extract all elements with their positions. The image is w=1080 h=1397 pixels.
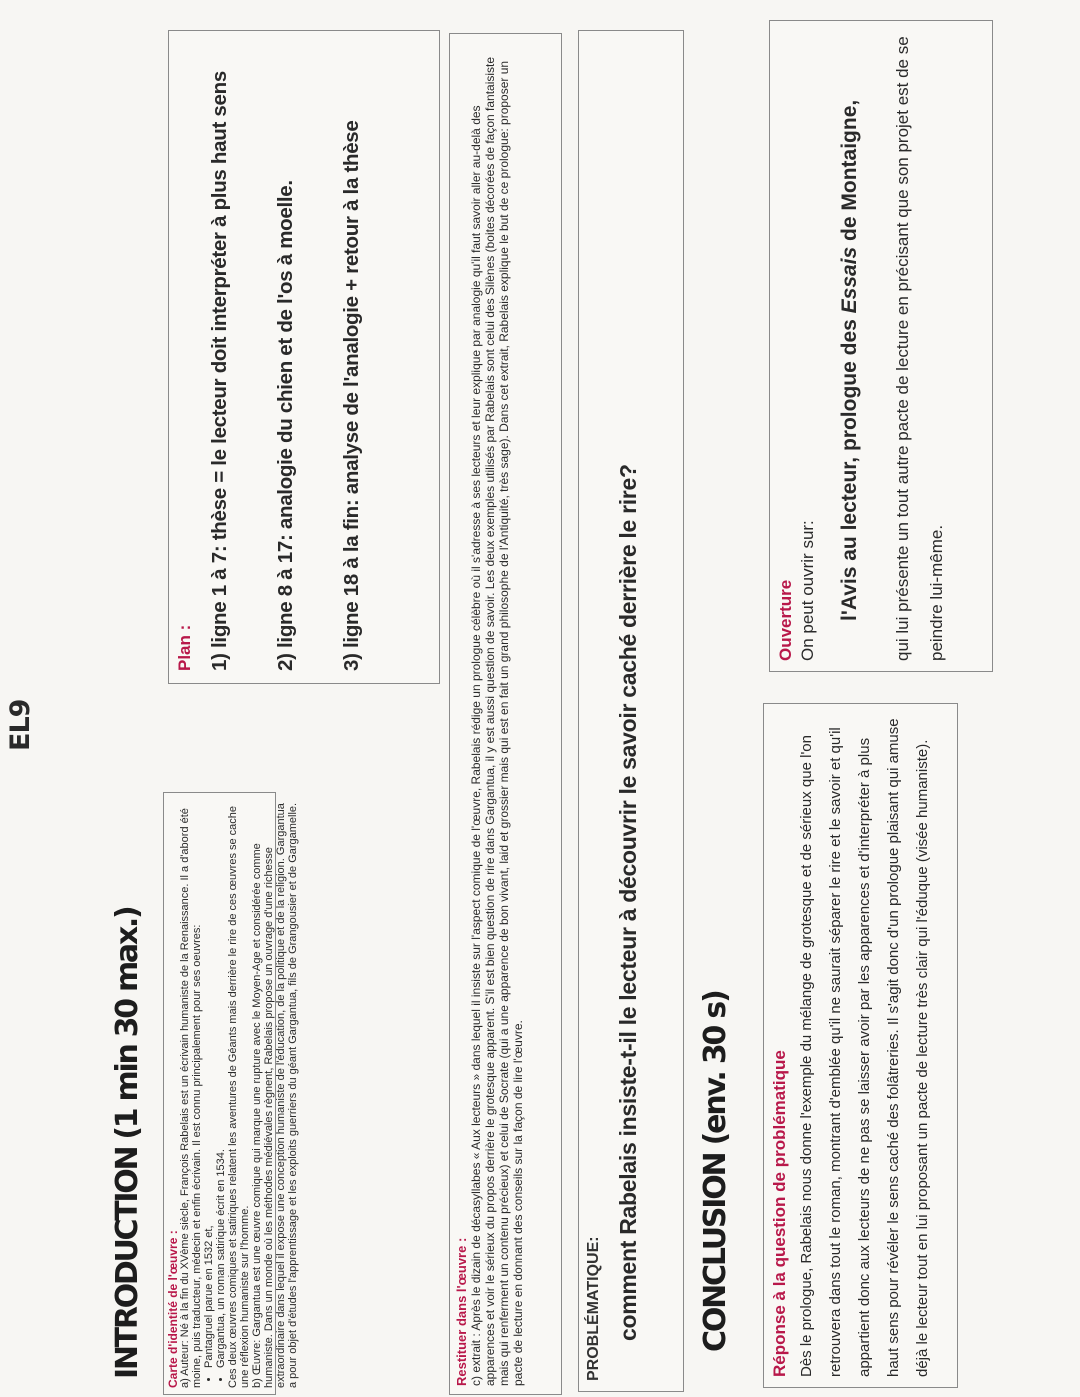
problematique-label: PROBLÉMATIQUE: xyxy=(585,1236,602,1381)
page-code: EL9 xyxy=(5,699,36,751)
carte-identite-box xyxy=(163,792,299,1395)
restituer-box xyxy=(449,33,562,1395)
carte-auteur: a) Auteur: Né à la fin du XVème siècle, François Rabelais est un écrivain humaniste de la Renaissance. Il a d'abord été moine, puis traducteur, médecin et enfin écrivain. Il est connu principalement pour ses oeuvres: xyxy=(179,808,203,1388)
ouverture-ref-pre: l'Avis au lecteur, prologue des xyxy=(838,313,861,621)
carte-heading: Carte d'identité de l'œuvre : xyxy=(166,1230,180,1388)
problematique-box xyxy=(578,30,684,1392)
works-list xyxy=(203,799,227,1388)
plan-item: 3) ligne 18 à la fin: analyse de l'analogie + retour à la thèse xyxy=(340,120,363,671)
conclusion-title: CONCLUSION (env. 30 s) xyxy=(698,991,733,1352)
intro-title: INTRODUCTION (1 min 30 max.) xyxy=(110,907,145,1379)
ouverture-ref xyxy=(838,31,862,621)
ouverture-box xyxy=(769,20,993,672)
ouverture-intro: On peut ouvrir sur: xyxy=(798,520,817,661)
problematique-question: comment Rabelais insiste-t-il le lecteur à découvrir le savoir caché derrière le rire? xyxy=(615,464,641,1341)
work-item: • Pantagruel parue en 1532 et, xyxy=(203,799,215,1368)
plan-item: 2) ligne 8 à 17: analogie du chien et de l'os à moelle. xyxy=(274,180,297,671)
reponse-heading: Réponse à la question de problématique xyxy=(770,1050,789,1377)
restituer-text: c) extrait : Après le dizain de décasyllabes « Aux lecteurs » dans lequel il insiste sur l'aspect comique de l'œuvre, Rabelais rédige un prologue célèbre où il s'adresse à ses lecteurs et leur explique par analogie qu'il faut savoir aller au-delà des apparences et voir le sérieux du propos derrière le grotesque apparent. S'il est bien question de rire dans Gargantua, il y est aussi question de savoir. Les deux exemples utilisés par Rabelais sont celui des Silènes (boites décorées de façon fantaisiste mais qui renferment un contenu précieux) et celui de Socrate (qui a une apparence de bon vivant, laid et grossier mais qui est en fait un grand philosophe de l'Antiquité, très sage). Dans cet extrait, Rabelais explique le but de ce prologue: proposer un pacte de lecture en donnant des conseils sur la façon de lire l'œuvre. xyxy=(469,56,525,1386)
ouverture-text: qui lui présente un tout autre pacte de lecture en précisant que son projet est de se peindre lui-même. xyxy=(893,36,946,661)
ouverture-ref-title: Essais xyxy=(838,246,861,314)
plan-heading: Plan : xyxy=(175,624,194,671)
plan-item: 1) ligne 1 à 7: thèse = le lecteur doit interpréter à plus haut sens xyxy=(208,71,231,671)
ouverture-heading: Ouverture xyxy=(776,579,795,661)
reponse-box xyxy=(763,703,958,1388)
carte-after: Ces deux œuvres comiques et satiriques relatent les aventures de Géants mais derrière le rire de ces œuvres se cache une réflexion humaniste sur l'homme. xyxy=(227,805,251,1388)
plan-box xyxy=(168,30,440,684)
carte-oeuvre: b) Œuvre: Gargantua est une œuvre comique qui marque une rupture avec le Moyen-Age et considérée comme humaniste. Dans un monde où les méthodes médiévales règnent, Rabelais propose un ouvrage d'une richesse extraordinaire dans lequel il expose une conception humaniste de l'éducation, de la politique et de la religion. Gargantua a pour objet d'études l'apprentissage et les exploits guerriers du géant Gargantua, fils de Grangousier et de Gargamelle. xyxy=(251,802,299,1388)
work-item: • Gargantua, un roman satirique écrit en 1534. xyxy=(215,799,227,1368)
restituer-heading: Restituer dans l'œuvre : xyxy=(454,1237,469,1386)
reponse-text: Dès le prologue, Rabelais nous donne l'exemple du mélange de grotesque et de sérieux que l'on retrouvera dans tout le roman, montrant d'emblée qu'il ne saurait séparer le rire et le savoir et qu'il appartient donc aux lecteurs de ne pas se laisser avoir par les apparences et d'interpréter à plus haut sens pour révéler le sens caché des folâtreries. Il s'agit donc d'un prologue plaisant qui amuse déjà le lecteur tout en lui proposant un pacte de lecture très clair qui l'éduque (visée humaniste). xyxy=(798,718,931,1377)
ouverture-ref-post: de Montaigne, xyxy=(838,99,861,247)
